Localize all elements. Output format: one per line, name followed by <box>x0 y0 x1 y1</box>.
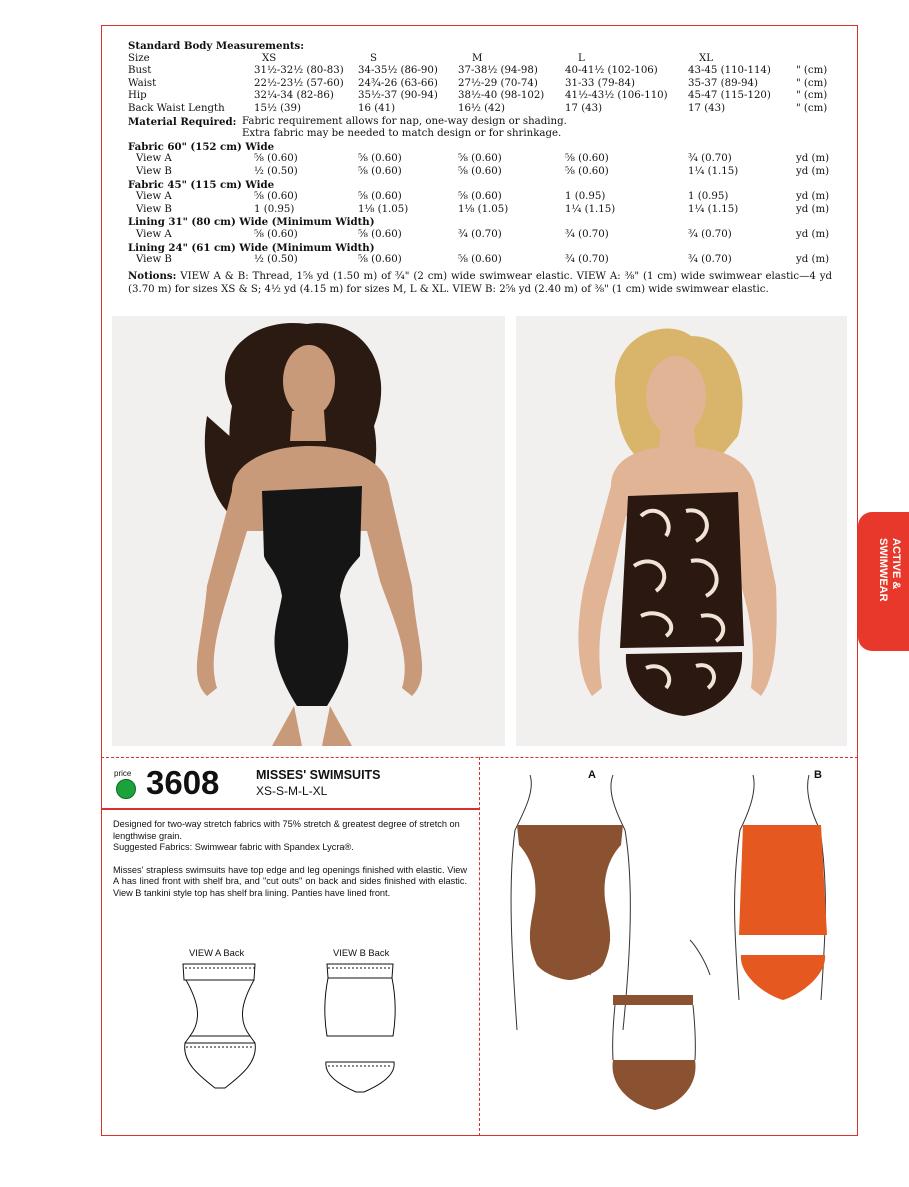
view-a-back-label: VIEW A Back <box>189 947 245 958</box>
model-photo-view-b <box>516 316 847 746</box>
material-extra-row: Extra fabric may be needed to match design or for shrinkage. <box>242 128 562 140</box>
view-b-letter: B <box>814 769 822 781</box>
model-b-illustration <box>516 316 847 746</box>
model-photo-view-a <box>112 316 505 746</box>
price-label: price <box>114 769 132 778</box>
category-tab <box>858 512 909 651</box>
suggested-fabrics: Suggested Fabrics: Swimwear fabric with Spandex Lycra®. <box>113 842 354 853</box>
pattern-number: 3608 <box>146 764 220 801</box>
measurements-table <box>128 40 833 267</box>
fabric-45-view-b-row: View B 1 (0.95) 1⅛ (1.05) 1⅛ (1.05) 1¼ (1.15) 1¼ (1.15) yd (m) <box>136 203 830 215</box>
lining-31-view-a-row: View A ⅝ (0.60) ⅝ (0.60) ¾ (0.70) ¾ (0.70) ¾ (0.70) yd (m) <box>136 228 830 240</box>
material-required-row: Material Required: Fabric requirement allows for nap, one-way design or shading. <box>128 115 567 128</box>
waist-row: Waist 22½-23½ (57-60) 24¾-26 (63-66) 27½-29 (70-74) 31-33 (79-84) 35-37 (89-94) " (cm) <box>128 77 828 89</box>
view-b-back-drawing <box>320 958 400 1093</box>
pattern-title: MISSES' SWIMSUITS <box>256 768 381 782</box>
category-tab-label: ACTIVE & SWIMWEAR <box>877 538 902 602</box>
fabric-60-view-a-row: View A ⅝ (0.60) ⅝ (0.60) ⅝ (0.60) ⅝ (0.60) ¾ (0.70) yd (m) <box>136 153 830 165</box>
header-underline <box>101 808 479 810</box>
pattern-sizes: XS-S-M-L-XL <box>256 784 328 798</box>
pattern-description <box>113 819 467 911</box>
price-dot-icon <box>116 779 136 799</box>
fabric-45-view-a-row: View A ⅝ (0.60) ⅝ (0.60) ⅝ (0.60) 1 (0.95) 1 (0.95) yd (m) <box>136 191 830 203</box>
front-views-illustration <box>495 770 850 1130</box>
fabric-60-heading: Fabric 60" (152 cm) Wide <box>128 140 275 153</box>
view-b-back-label: VIEW B Back <box>333 947 390 958</box>
lining-24-heading: Lining 24" (61 cm) Wide (Minimum Width) <box>128 241 375 254</box>
back-waist-row: Back Waist Length 15½ (39) 16 (41) 16½ (42) 17 (43) 17 (43) " (cm) <box>128 102 828 114</box>
section-divider-vertical <box>479 757 480 1136</box>
size-row: Size XS S M L XL <box>128 52 714 64</box>
style-description: Misses' strapless swimsuits have top edge and leg openings finished with elastic. View A has lined front with shelf bra, and "cut outs" on back and sides finished with elastic. View B tankini style top has shelf bra lining. Panties have lined front. <box>113 864 467 898</box>
lining-31-heading: Lining 31" (80 cm) Wide (Minimum Width) <box>128 216 375 229</box>
lining-24-view-b-row: View B ½ (0.50) ⅝ (0.60) ⅝ (0.60) ¾ (0.70) ¾ (0.70) yd (m) <box>136 254 830 266</box>
fabric-45-heading: Fabric 45" (115 cm) Wide <box>128 178 275 191</box>
view-a-back-drawing <box>170 958 270 1093</box>
measurements-heading: Standard Body Measurements: <box>128 40 305 52</box>
fabric-60-view-b-row: View B ½ (0.50) ⅝ (0.60) ⅝ (0.60) ⅝ (0.60) 1¼ (1.15) yd (m) <box>136 165 830 177</box>
view-a-letter: A <box>588 769 596 781</box>
bust-row: Bust 31½-32½ (80-83) 34-35½ (86-90) 37-38½ (94-98) 40-41½ (102-106) 43-45 (110-114) " (cm) <box>128 65 828 77</box>
notions-text: Notions: VIEW A & B: Thread, 1⅝ yd (1.50 m) of ¾" (2 cm) wide swimwear elastic. VIEW A: ⅜" (1 cm) wide swimwear elastic—4 yd (3.70 m) for sizes XS & S; 4½ yd (4.15 m) for sizes M, L & XL. VIEW B: 2⅝ yd (2.40 m) of ⅜" (1 cm) wide swimwear elastic. <box>128 270 832 295</box>
model-a-illustration <box>112 316 505 746</box>
hip-row: Hip 32¼-34 (82-86) 35½-37 (90-94) 38½-40 (98-102) 41½-43½ (106-110) 45-47 (115-120) " (cm) <box>128 90 828 102</box>
fabric-description: Designed for two-way stretch fabrics with 75% stretch & greatest degree of stretch on lengthwise grain. <box>113 819 460 841</box>
